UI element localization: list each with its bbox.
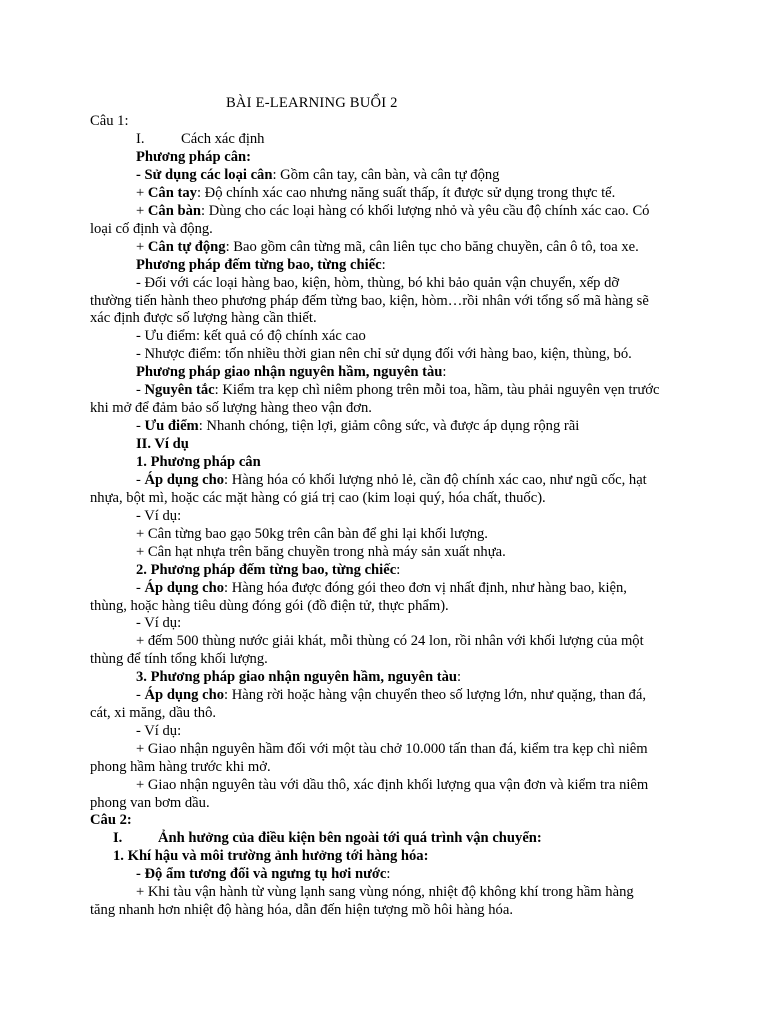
document-title: BÀI E-LEARNING BUỔI 2 xyxy=(226,95,398,111)
vidu-2-title: 2. Phương pháp đếm từng bao, từng chiếc: xyxy=(136,562,401,578)
vidu-2-apply-cont: thùng, hoặc hàng tiêu dùng đóng gói (đồ điện tử, thực phẩm). xyxy=(90,598,449,614)
can-line-3-cont: loại cố định và động. xyxy=(90,221,213,237)
q2-section-1-number: I. xyxy=(113,830,123,846)
vidu-2-apply: - Áp dụng cho: Hàng hóa được đóng gói theo đơn vị nhất định, như hàng bao, kiện, xyxy=(136,580,627,596)
q2-item-1-a: + Khi tàu vận hành từ vùng lạnh sang vùng nóng, nhiệt độ không khí trong hầm hàng xyxy=(136,884,634,900)
section-1-number: I. xyxy=(136,131,145,147)
vidu-3-title: 3. Phương pháp giao nhận nguyên hầm, nguyên tàu: xyxy=(136,669,462,685)
vidu-3-example-2: + Giao nhận nguyên tàu với dầu thô, xác định khối lượng qua vận đơn và kiểm tra niêm xyxy=(136,777,649,793)
can-line-2: + Cân tay: Độ chính xác cao nhưng năng suất thấp, ít được sử dụng trong thực tế. xyxy=(136,185,616,201)
vidu-1-apply-cont: nhựa, bột mì, hoặc các mặt hàng có giá trị cao (kim loại quý, hóa chất, thuốc). xyxy=(90,490,546,506)
q2-item-1: - Độ ẩm tương đối và ngưng tụ hơi nước: xyxy=(136,866,391,882)
question-2-label: Câu 2: xyxy=(90,812,132,828)
q2-section-1-title: Ảnh hưởng của điều kiện bên ngoài tới quá trình vận chuyển: xyxy=(158,830,542,846)
can-line-4: + Cân tự động: Bao gồm cân từng mã, cân liên tục cho băng chuyền, cân ô tô, toa xe. xyxy=(136,239,639,255)
vidu-2-example-label: - Ví dụ: xyxy=(136,615,182,631)
dem-line-1b: thường tiến hành theo phương pháp đếm từng bao, kiện, hòm…rồi nhân với tổng số mã hàng sẽ xyxy=(90,293,649,309)
dem-advantage: - Ưu điểm: kết quả có độ chính xác cao xyxy=(136,328,366,344)
vidu-1-example-label: - Ví dụ: xyxy=(136,508,182,524)
vidu-3-example-label: - Ví dụ: xyxy=(136,723,182,739)
vidu-3-apply-cont: cát, xi măng, dầu thô. xyxy=(90,705,217,721)
dem-line-1c: xác định được số lượng hàng cần thiết. xyxy=(90,310,317,326)
giao-line-1: - Nguyên tắc: Kiểm tra kẹp chì niêm phong trên mỗi toa, hầm, tàu phải nguyên vẹn trước xyxy=(136,382,660,398)
can-line-1: - Sử dụng các loại cân: Gồm cân tay, cân bàn, và cân tự động xyxy=(136,167,500,183)
dem-line-1a: - Đối với các loại hàng bao, kiện, hòm, thùng, bó khi bảo quản vận chuyển, xếp dỡ xyxy=(136,275,620,291)
vidu-1-example-2: + Cân hạt nhựa trên băng chuyền trong nhà máy sản xuất nhựa. xyxy=(136,544,506,560)
giao-heading: Phương pháp giao nhận nguyên hầm, nguyên tàu: xyxy=(136,364,447,380)
q2-sub-1: 1. Khí hậu và môi trường ảnh hưởng tới hàng hóa: xyxy=(113,848,429,864)
question-1-label: Câu 1: xyxy=(90,113,129,129)
vidu-1-apply: - Áp dụng cho: Hàng hóa có khối lượng nhỏ lẻ, cần độ chính xác cao, như ngũ cốc, hạt xyxy=(136,472,647,488)
giao-line-2: - Ưu điểm: Nhanh chóng, tiện lợi, giảm công sức, và được áp dụng rộng rãi xyxy=(136,418,580,434)
can-line-3: + Cân bàn: Dùng cho các loại hàng có khối lượng nhỏ và yêu cầu độ chính xác cao. Có xyxy=(136,203,650,219)
giao-line-1-cont: khi mở để đảm bảo số lượng hàng theo vận đơn. xyxy=(90,400,372,416)
dem-disadvantage: - Nhược điểm: tốn nhiều thời gian nên chỉ sử dụng đối với hàng bao, kiện, thùng, bó. xyxy=(136,346,632,362)
vidu-1-example-1: + Cân từng bao gạo 50kg trên cân bàn để ghi lại khối lượng. xyxy=(136,526,488,542)
dem-heading: Phương pháp đếm từng bao, từng chiếc: xyxy=(136,257,386,273)
vidu-3-example-1: + Giao nhận nguyên hầm đối với một tàu chở 10.000 tấn than đá, kiểm tra kẹp chì niêm xyxy=(136,741,648,757)
vidu-3-example-2-cont: phong van bơm dầu. xyxy=(90,795,210,811)
vidu-1-title: 1. Phương pháp cân xyxy=(136,454,261,470)
vidu-2-example-1-cont: thùng để tính tổng khối lượng. xyxy=(90,651,268,667)
section-1-title: Cách xác định xyxy=(181,131,265,147)
vidu-2-example-1: + đếm 500 thùng nước giải khát, mỗi thùng có 24 lon, rồi nhân với khối lượng của một xyxy=(136,633,644,649)
can-heading: Phương pháp cân: xyxy=(136,149,251,165)
vidu-heading: II. Ví dụ xyxy=(136,436,189,452)
vidu-3-example-1-cont: phong hầm hàng trước khi mở. xyxy=(90,759,271,775)
vidu-3-apply: - Áp dụng cho: Hàng rời hoặc hàng vận chuyển theo số lượng lớn, như quặng, than đá, xyxy=(136,687,646,703)
q2-item-1-a-cont: tăng nhanh hơn nhiệt độ hàng hóa, dẫn đến hiện tượng mồ hôi hàng hóa. xyxy=(90,902,513,918)
